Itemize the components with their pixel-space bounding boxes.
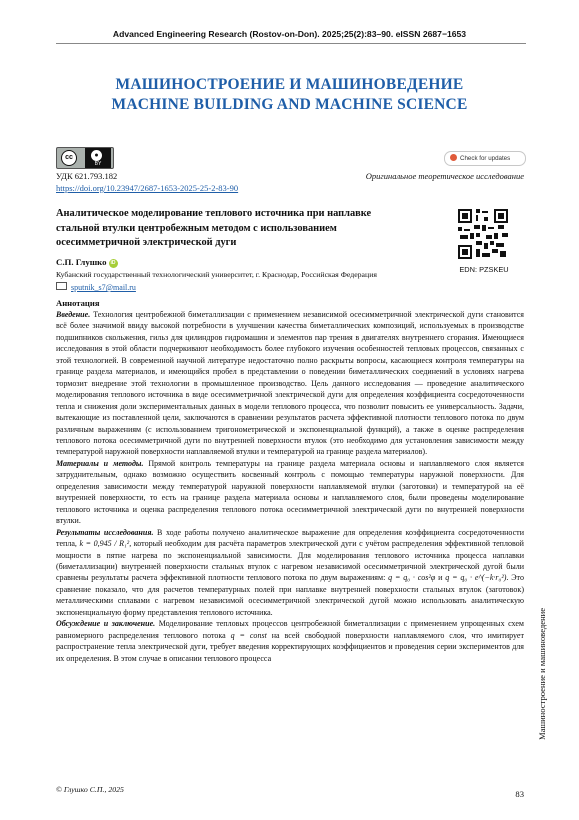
methods-label: Материалы и методы.: [56, 458, 144, 468]
side-running-title: [537, 607, 547, 741]
cc-by-panel: [85, 148, 111, 168]
journal-header: Advanced Engineering Research (Rostov-on-Don). 2025;25(2):83–90. eISSN 2687−1653: [112, 29, 467, 39]
results-text-1: В ходе работы получено аналитическое выражение для определения коэффициента сосредоточенности тепла,: [56, 527, 524, 549]
results-formula-2: q = q₀ · e^(−k·r₀²): [445, 573, 507, 583]
discussion-text-1: Моделирование тепловых процессов центробежной биметаллизации с применением упрощенных схем равномерного распределения теплового потока: [56, 619, 524, 640]
cc-license-badge[interactable]: [56, 147, 114, 169]
intro-label: Введение.: [56, 310, 91, 319]
crossmark-icon: [450, 154, 457, 161]
header-rule: [56, 43, 526, 44]
cc-icon: cc: [61, 150, 77, 166]
edn-code: EDN: PZSKEU: [459, 265, 509, 274]
side-running-title-text: Машиностроение и машиноведение: [537, 607, 547, 740]
cc-by-label: BY: [94, 161, 102, 167]
results-and: и: [438, 573, 443, 583]
article-type: Оригинальное теоретическое исследование: [365, 171, 524, 181]
results-text-2: , который необходим для расчёта параметров электрической дуги с учётом распределения эффективной тепловой мощности в пятне нагрева по экспоненциальной зависимости. Для моделирования теплового источника процесса наплавки (биметаллизации) внутренней поверхности стальных втулок с нагревом независимой осесимметричной электрической дугой были сравнены результаты расчета эффективной плотности теплового потока по двум выражениям:: [56, 539, 524, 583]
email-link[interactable]: sputnik_s7@mail.ru: [71, 283, 136, 292]
person-icon: ●: [90, 149, 103, 162]
envelope-icon: [56, 282, 67, 290]
qr-code-icon: [458, 209, 508, 259]
discussion-label: Обсуждение и заключение.: [56, 619, 156, 629]
intro-text: Технология центробежной биметаллизации с применением независимой осесимметричной электрической дуги становится всё более значимой ввиду высокой потребности в улучшении качества биметаллических композиций, используемых в производстве подшипников скольжения, гильз для цилиндров гидромашин и элементов пар трения в двигателях внутреннего сгорания. Имеющиеся исследования в этой области подчеркивают необходимость более глубокого изучения особенностей тепловых процессов, связанных с этой технологией. В современной научной литературе недостаточно полно раскрыты вопросы, касающиеся контроля температуры на границе раздела материалов, и имеющийся пробел в представлении о поведении биметаллических соединений в условиях нагрева тормозит внедрение этой технологии в промышленное производство. Цель данного исследования — проведение аналитического моделирования теплового источника в виде осесимметричной электрической дуги для определения коэффициента сосредоточенности тепла и снижения доли экспериментальных данных в модели теплового процесса, что позволит повысить ее универсальность. Задачи, вытекающие из поставленной цели, заключаются в сравнении результатов расчета эффективной плотности теплового потока по двум различным выражениям (с использованием тригонометрической и экспоненциальной функций), а также в оценке распределения теплового потока осесимметричной дуги по внутренней поверхности втулок (это необходимо для установления зависимости между температурой наружной поверхности наплавляемой втулки и температурой на границе раздела материалов).: [56, 310, 524, 457]
section-title-en: MACHINE BUILDING AND MACHINE SCIENCE: [111, 96, 468, 113]
author-label: С.П. Глушко: [56, 257, 107, 267]
abstract-results: [56, 527, 524, 619]
orcid-icon[interactable]: iD: [110, 260, 116, 266]
methods-text: Прямой контроль температуры на границе раздела материала основы и наплавляемого слоя является затруднительным, однако возможно осуществить косвенный контроль с помощью температуры наружной поверхности. Для определения зависимости между температурой наружной поверхности наплавляемой втулки (заготовки) и температурой на её внутренней поверхности, то есть на границе раздела материала основы и наплавляемого слоя, были проведены моделирование теплового источника и оценка распределения теплового потока осесимметричной электрической дуги по внутренней поверхности втулки.: [56, 458, 524, 526]
results-text-3: . Это сравнение показало, что для расчетов температурных полей при наплавке внутренней поверхности стальных втулок (заготовок) металлическими сплавами с нагревом независимой осесимметричной электрической дугой можно использовать аналитическую экспоненциальную форму представления теплового источника.: [56, 573, 524, 617]
check-updates-label: Check for updates: [460, 155, 511, 162]
check-for-updates-button[interactable]: [444, 151, 526, 166]
abstract-discussion: [56, 618, 524, 664]
copyright: © Глушко С.П., 2025: [56, 785, 124, 794]
doi-link[interactable]: https://doi.org/10.23947/2687-1653-2025-25-2-83-90: [56, 183, 239, 193]
abstract-methods: [56, 458, 524, 527]
results-formula-1: q = q₀ · cos²φ: [388, 573, 436, 583]
section-title-ru: МАШИНОСТРОЕНИЕ И МАШИНОВЕДЕНИЕ: [115, 76, 464, 93]
author-affiliation: Кубанский государственный технологический университет, г. Краснодар, Российская Федерация: [56, 270, 377, 279]
abstract-intro: [56, 309, 524, 458]
discussion-text-2: на всей свободной поверхности наплавляемого слоя, что имитирует распространение тепла электрической дуги, требует введения корректирующих коэффициентов и проведения серии экспериментов для их определения. В этом случае в описании теплового процесса: [56, 630, 524, 663]
discussion-formula: q = const: [230, 630, 267, 640]
page-number: 83: [515, 789, 524, 799]
results-label: Результаты исследования.: [56, 527, 154, 537]
article-title: Аналитическое моделирование теплового источника при наплавке стальной втулки центробежным методом с использованием осесимметричной электрической дуги: [56, 208, 372, 249]
abstract-heading: Аннотация: [56, 298, 100, 308]
author-name: [56, 257, 118, 268]
udk-code: УДК 621.793.182: [56, 171, 118, 181]
abstract-body: [56, 309, 524, 664]
results-k-formula: k = 0,945 / R₁²: [79, 539, 130, 549]
email-row: [56, 282, 136, 292]
